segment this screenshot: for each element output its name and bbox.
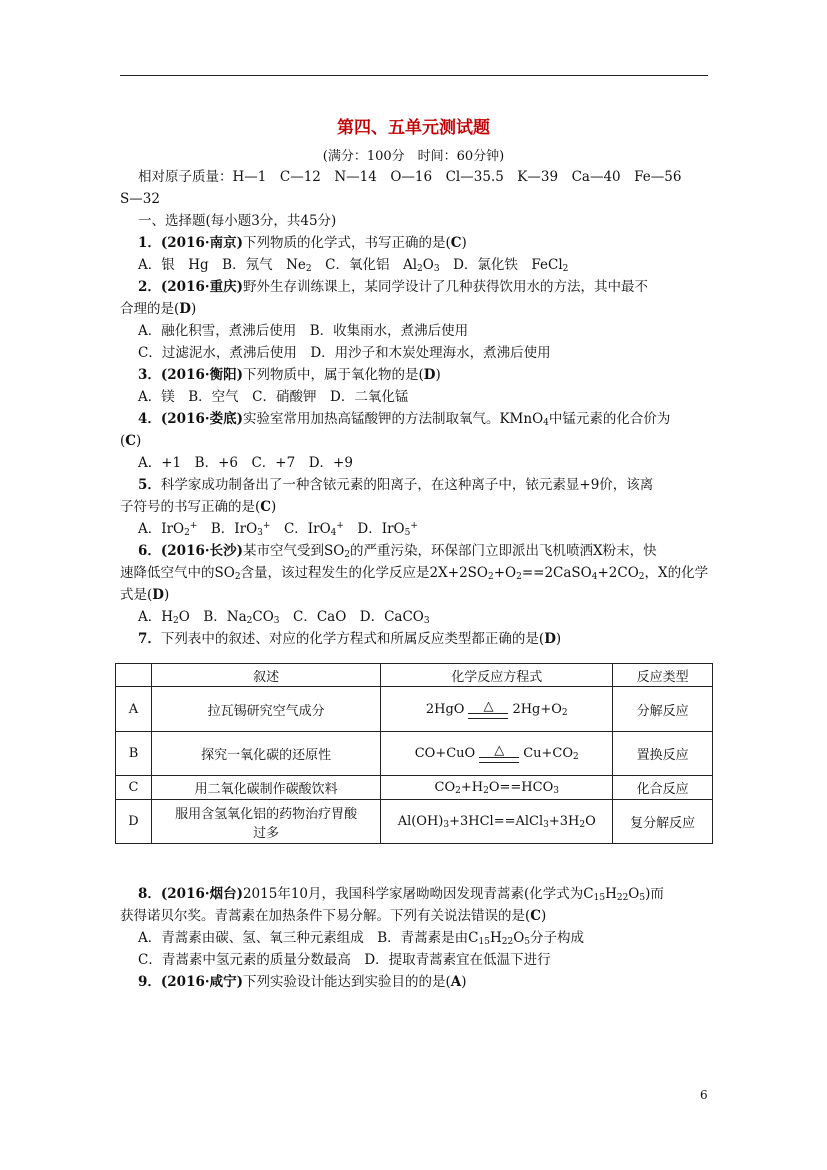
row-description: 服用含氢氧化铝的药物治疗胃酸 过多 [151, 800, 380, 844]
question-3-options: A．镁 B．空气 C．硝酸钾 D．二氧化锰 [138, 389, 409, 405]
heat-symbol: △ [494, 743, 505, 758]
table-header: 反应类型 [613, 664, 713, 687]
question-5-options: A．IrO$_2$+ B．IrO$_3$+ C．IrO$_4$+ D．IrO$_5$+ [138, 521, 418, 538]
row-description: 用二氧化碳制作碳酸饮料 [151, 776, 380, 800]
table-row [116, 776, 713, 800]
question-8: 8．(2016·烟台)2015年10月，我国科学家屠呦呦因发现青蒿素(化学式为$C_{15}H_{22}O_5$)而 [138, 886, 664, 903]
table-row [116, 732, 713, 776]
question-1-options: A．银 Hg B．氖气 $Ne_2$ C．氧化铝 $Al_2O_3$ D．氯化铁 FeCl$_2$ [138, 257, 569, 274]
row-id: A [116, 687, 152, 732]
question-8-options-1: A．青蒿素由碳、氢、氧三种元素组成 B．青蒿素是由$C_{15}H_{22}O_5$分子构成 [138, 930, 584, 947]
row-id: C [116, 776, 152, 800]
table-header: 化学反应方程式 [381, 664, 613, 687]
page-number: 6 [700, 1088, 708, 1102]
question-4-line2: (C) [120, 433, 142, 449]
table-header [116, 664, 152, 687]
row-type: 分解反应 [613, 687, 713, 732]
question-4-options: A．+1 B．+6 C．+7 D．+9 [138, 455, 353, 471]
row-equation: $Al(OH)_3+3HCl==AlCl_3+3H_2O$ [381, 800, 613, 844]
heat-symbol: △ [483, 698, 494, 714]
question-5-line2: 子符号的书写正确的是(C) [120, 499, 277, 515]
row-type: 复分解反应 [613, 800, 713, 844]
question-8-line2: 获得诺贝尔奖。青蒿素在加热条件下易分解。下列有关说法错误的是(C) [120, 908, 547, 924]
question-6: 6．(2016·长沙)某市空气受到$SO_2$的严重污染，环保部门立即派出飞机喷洒X粉末，快 [138, 543, 657, 560]
exam-meta: (满分：100分 时间：60分钟) [322, 149, 505, 164]
question-6-line3: 式是(D) [120, 587, 170, 603]
atomic-mass-line1: 相对原子质量：H—1 C—12 N—14 O—16 Cl—35.5 K—39 Ca—40 Fe—56 [138, 169, 682, 185]
table-header-row [116, 664, 713, 687]
question-2-options-2: C．过滤泥水，煮沸后使用 D．用沙子和木炭处理海水，煮沸后使用 [138, 345, 551, 361]
question-9: 9．(2016·咸宁)下列实验设计能达到实验目的的是(A) [138, 974, 467, 990]
header-rule [120, 75, 708, 76]
row-id: B [116, 732, 152, 776]
question-2: 2．(2016·重庆)野外生存训练课上，某同学设计了几种获得饮用水的方法，其中最不 [138, 279, 648, 295]
table-row [116, 800, 713, 844]
row-equation: CO+CuO △ $Cu+CO_2$ [381, 732, 613, 776]
reaction-table [115, 663, 713, 844]
question-6-line2: 速降低空气中的$SO_2$含量，该过程发生的化学反应是$2X+2SO_2+O_2==2CaSO_4+2CO_2$，X的化学 [120, 565, 709, 582]
row-description: 探究一氧化碳的还原性 [151, 732, 380, 776]
question-2-line2: 合理的是(D) [120, 301, 197, 317]
question-8-options-2: C．青蒿素中氢元素的质量分数最高 D．提取青蒿素宜在低温下进行 [138, 952, 551, 968]
question-7: 7．下列表中的叙述、对应的化学方程式和所属反应类型都正确的是(D) [138, 631, 562, 647]
table-header: 叙述 [151, 664, 380, 687]
question-6-options: A．$H_2O$ B．$Na_2CO_3$ C．CaO D．CaCO$_3$ [138, 609, 430, 626]
question-3: 3．(2016·衡阳)下列物质中，属于氧化物的是(D) [138, 367, 441, 383]
row-equation: $CO_2+H_2O==HCO_3$ [381, 776, 613, 800]
question-5: 5．科学家成功制备出了一种含铱元素的阳离子，在这种离子中，铱元素显+9价，该离 [138, 477, 654, 493]
atomic-mass-line2: S—32 [120, 191, 160, 207]
row-type: 置换反应 [613, 732, 713, 776]
question-2-options-1: A．融化积雪，煮沸后使用 B．收集雨水，煮沸后使用 [138, 323, 469, 339]
row-id: D [116, 800, 152, 844]
row-equation: 2HgO △ $2Hg+O_2$ [381, 687, 613, 732]
question-1: 1．(2016·南京)下列物质的化学式，书写正确的是(C) [138, 235, 467, 251]
section-heading: 一、选择题(每小题3分，共45分) [138, 213, 337, 229]
row-type: 化合反应 [613, 776, 713, 800]
table-row [116, 687, 713, 732]
row-description: 拉瓦锡研究空气成分 [151, 687, 380, 732]
question-4: 4．(2016·娄底)实验室常用加热高锰酸钾的方法制取氧气。KMnO$_4$中锰元素的化合价为 [138, 411, 671, 428]
page-title: 第四、五单元测试题 [337, 118, 490, 138]
